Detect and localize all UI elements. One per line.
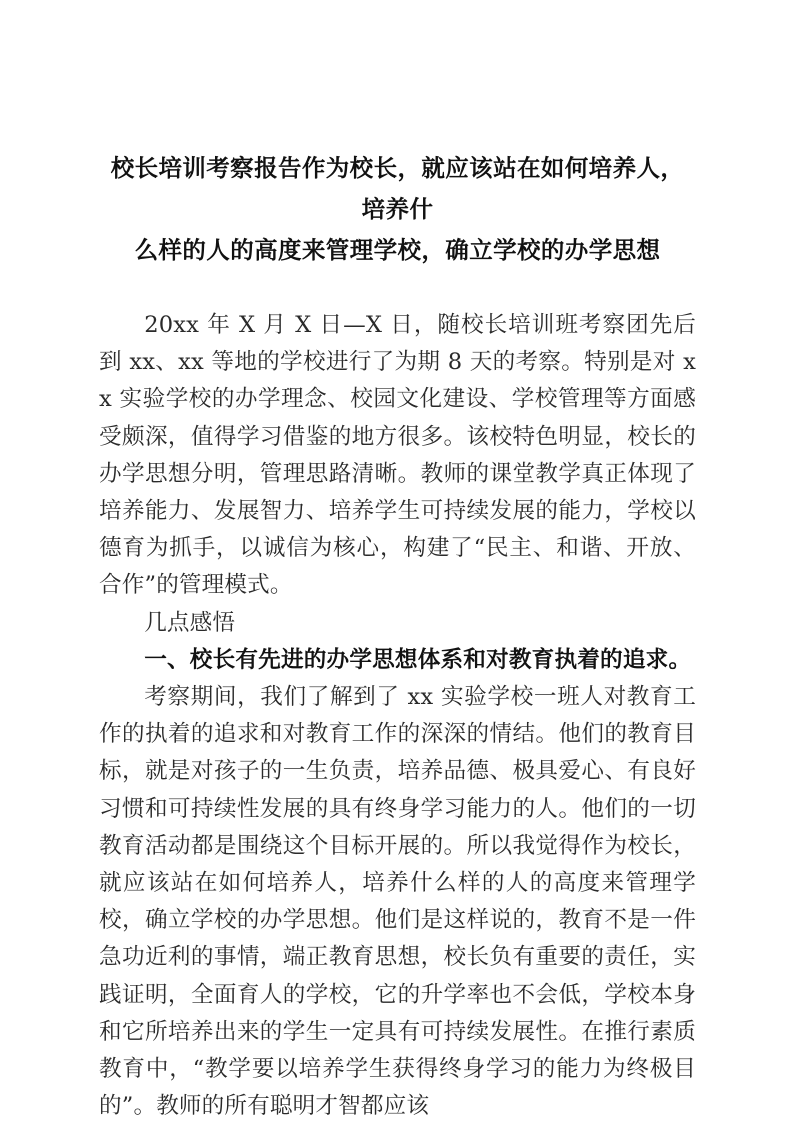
page-title [99,148,696,271]
title-body-spacer [99,271,696,307]
page-title-line-1: 校长培训考察报告作为校长，就应该站在如何培养人，培养什 [110,154,685,223]
page-title-line-2: 么样的人的高度来管理学校，确立学校的办学思想 [134,236,661,264]
document-content [99,148,696,1125]
body-paragraph-1: 20xx 年 X 月 X 日—X 日，随校长培训班考察团先后到 xx、xx 等地的学校进行了为期 8 天的考察。特别是对 xx 实验学校的办学理念、校园文化建设、学校管理等方面感受颇深，值得学习借鉴的地方很多。该校特色明显，校长的办学思想分明，管理思路清晰。教师的课堂教学真正体现了培养能力、发展智力、培养学生可持续发展的能力，学校以德育为抓手，以诚信为核心，构建了“民主、和谐、开放、合作”的管理模式。 [99,312,696,599]
body-paragraph-2: 几点感悟 [144,609,236,636]
body-paragraph-4: 考察期间，我们了解到了 xx 实验学校一班人对教育工作的执着的追求和对教育工作的深深的情结。他们的教育目标，就是对孩子的一生负责，培养品德、极具爱心、有良好习惯和可持续性发展的具有终身学习能力的人。他们的一切教育活动都是围绕这个目标开展的。所以我觉得作为校长，就应该站在如何培养人，培养什么样的人的高度来管理学校，确立学校的办学思想。他们是这样说的，教育不是一件急功近利的事情，端正教育思想，校长负有重要的责任，实践证明，全面育人的学校，它的升学率也不会低，学校本身和它所培养出来的学生一定具有可持续发展性。在推行素质教育中，“教学要以培养学生获得终身学习的能力为终极目的”。教师的所有聪明才智都应该 [99,684,696,1120]
section-heading-1: 一、校长有先进的办学思想体系和对教育执着的追求。 [144,646,692,673]
